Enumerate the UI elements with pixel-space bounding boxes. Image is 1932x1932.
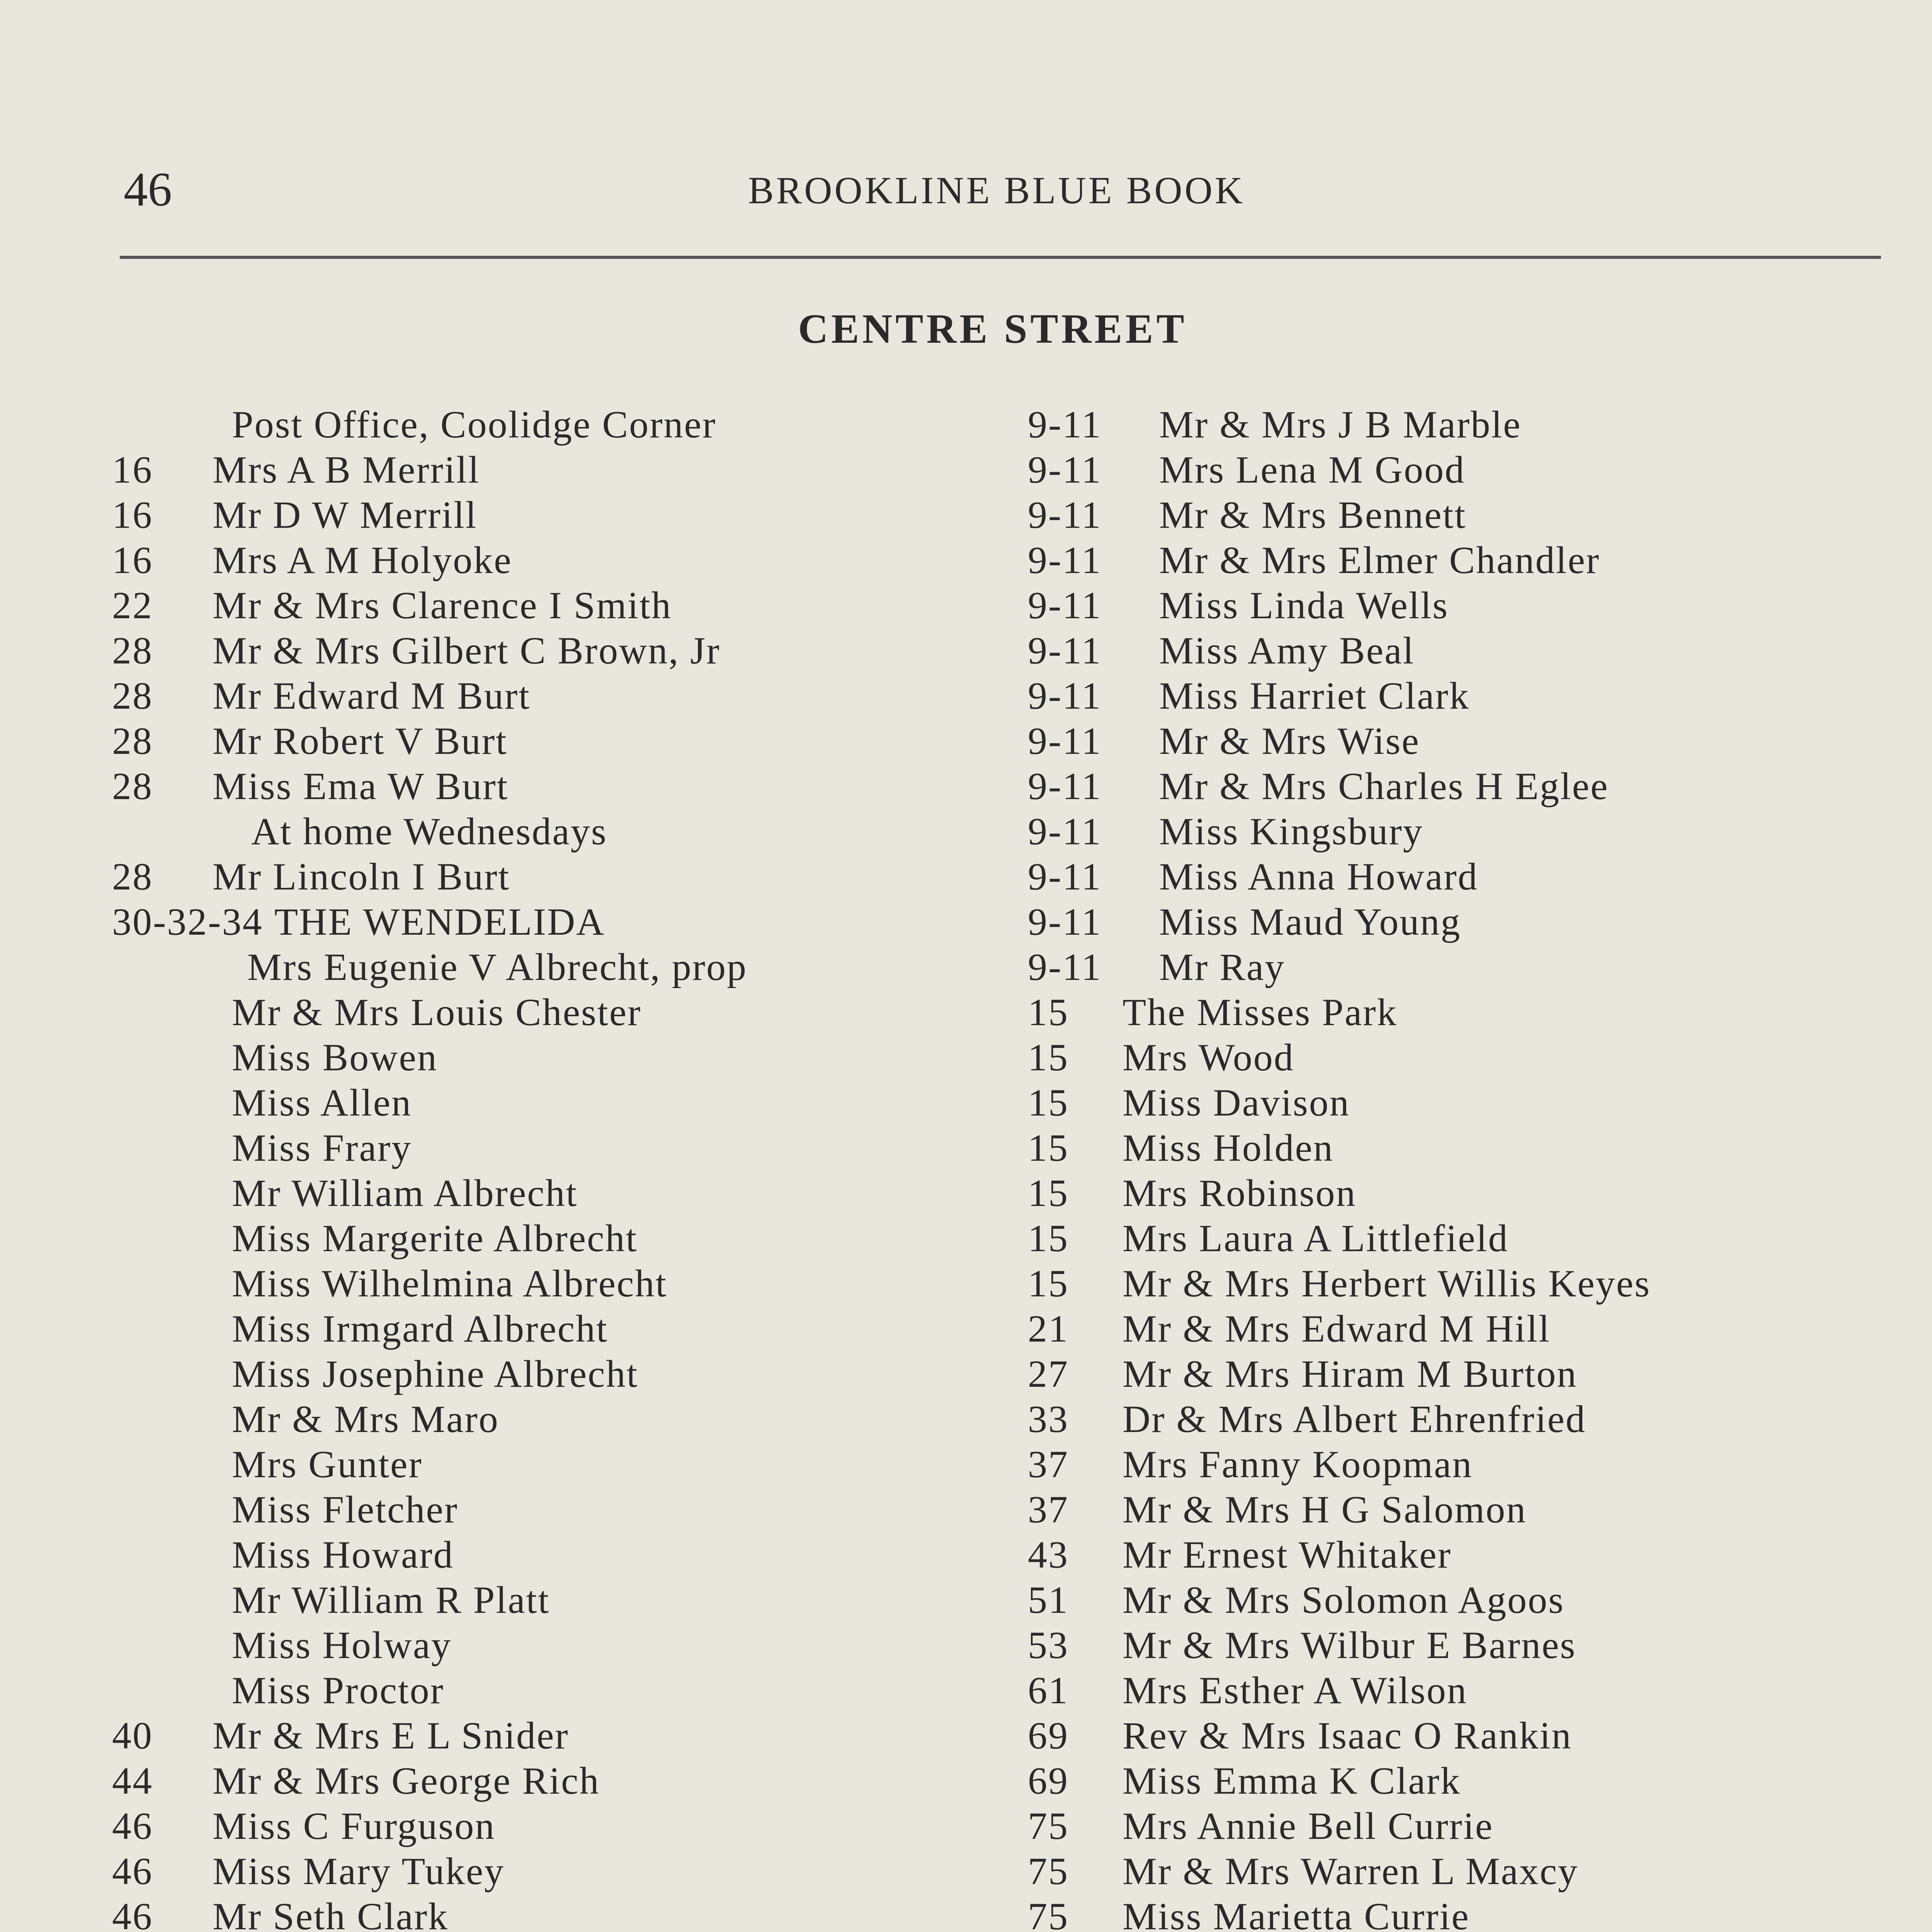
resident-name: Mrs Gunter (232, 1443, 423, 1486)
house-number: 28 (112, 719, 153, 762)
directory-entry (1028, 1261, 1917, 1306)
directory-entry (112, 583, 1001, 628)
resident-name: Mr Ray (1159, 946, 1286, 988)
directory-entry (112, 1849, 1001, 1894)
house-number: 69 (1028, 1759, 1069, 1802)
resident-name: Mrs A M Holyoke (213, 539, 512, 582)
directory-entry (112, 1487, 1001, 1532)
resident-name: Mr Seth Clark (213, 1895, 449, 1932)
directory-entry (1028, 1442, 1917, 1487)
house-number: 37 (1028, 1443, 1069, 1486)
directory-entry (112, 673, 1001, 718)
resident-name: Rev & Mrs Isaac O Rankin (1122, 1714, 1572, 1757)
resident-name: Miss Frary (232, 1126, 412, 1169)
house-number: 28 (112, 629, 153, 672)
directory-entry (1028, 944, 1917, 990)
directory-entry (112, 990, 1001, 1035)
house-number: 9-11 (1028, 900, 1102, 943)
directory-entry (1028, 1487, 1917, 1532)
resident-name: Mr & Mrs Solomon Agoos (1122, 1578, 1565, 1621)
directory-entry (112, 1261, 1001, 1306)
directory-entry (1028, 628, 1917, 673)
resident-name: Mr & Mrs Hiram M Burton (1122, 1352, 1578, 1395)
resident-name: Mr Lincoln I Burt (213, 855, 510, 898)
resident-name: Mr & Mrs Wilbur E Barnes (1122, 1624, 1577, 1667)
resident-name: Miss Ema W Burt (213, 765, 509, 808)
house-number: 15 (1028, 1081, 1069, 1124)
directory-entry (112, 1758, 1001, 1803)
resident-name: Mrs Fanny Koopman (1122, 1443, 1473, 1486)
resident-name: Miss Fletcher (232, 1488, 459, 1531)
directory-entry (1028, 1170, 1917, 1216)
directory-entry (1028, 1849, 1917, 1894)
house-number: 9-11 (1028, 539, 1102, 582)
house-number: 44 (112, 1759, 153, 1802)
directory-entry (1028, 1351, 1917, 1396)
house-number: 75 (1028, 1850, 1069, 1893)
resident-name: Mr & Mrs Herbert Willis Keyes (1122, 1262, 1651, 1305)
house-number: 61 (1028, 1669, 1069, 1712)
right-column (1028, 402, 1917, 1932)
house-number: 9-11 (1028, 493, 1102, 536)
directory-entry (1028, 537, 1917, 583)
directory-entry (1028, 673, 1917, 718)
resident-name: Miss Harriet Clark (1159, 674, 1470, 717)
resident-name: Miss Maud Young (1159, 900, 1461, 943)
resident-name: Mr & Mrs Maro (232, 1398, 499, 1440)
house-number: 9-11 (1028, 584, 1102, 627)
resident-name: Miss Allen (232, 1081, 412, 1124)
resident-name: Mr & Mrs Warren L Maxcy (1122, 1850, 1579, 1893)
resident-name: Mr Robert V Burt (213, 719, 508, 762)
left-column (112, 402, 1001, 1932)
directory-entry (1028, 899, 1917, 944)
resident-name: Mrs Wood (1122, 1036, 1294, 1079)
resident-name: THE WENDELIDA (274, 900, 605, 943)
directory-entry (112, 537, 1001, 583)
resident-name: Mrs Robinson (1122, 1172, 1357, 1214)
resident-name: Mr & Mrs H G Salomon (1122, 1488, 1527, 1531)
directory-entry (112, 1894, 1001, 1932)
resident-name: Mr Ernest Whitaker (1122, 1533, 1452, 1576)
directory-entry (112, 447, 1001, 492)
directory-entry (1028, 1035, 1917, 1080)
house-number: 28 (112, 855, 153, 898)
running-head: BROOKLINE BLUE BOOK (748, 169, 1245, 212)
directory-entry (112, 1306, 1001, 1351)
resident-name: Miss C Furguson (213, 1804, 496, 1847)
directory-entry (1028, 1532, 1917, 1577)
house-number: 15 (1028, 1172, 1069, 1214)
directory-entry (112, 1442, 1001, 1487)
resident-name: Miss Holway (232, 1624, 452, 1667)
directory-entry (1028, 1758, 1917, 1803)
directory-entry (1028, 990, 1917, 1035)
resident-name: Mrs Eugenie V Albrecht, prop (247, 946, 748, 988)
house-number: 15 (1028, 1217, 1069, 1260)
resident-name: Miss Amy Beal (1159, 629, 1415, 672)
directory-entry (112, 1216, 1001, 1261)
directory-entry (1028, 854, 1917, 899)
resident-name: Mr & Mrs J B Marble (1159, 403, 1522, 446)
directory-entry (112, 1622, 1001, 1668)
resident-name: Miss Emma K Clark (1122, 1759, 1461, 1802)
house-number: 9-11 (1028, 674, 1102, 717)
house-number: 40 (112, 1714, 153, 1757)
directory-entry (1028, 1894, 1917, 1932)
house-number: 46 (112, 1895, 153, 1932)
house-number: 30-32-34 (112, 900, 263, 943)
resident-name: Miss Howard (232, 1533, 454, 1576)
directory-entry (112, 1351, 1001, 1396)
resident-name: Mrs Lena M Good (1159, 448, 1466, 491)
resident-name: Mr D W Merrill (213, 493, 478, 536)
resident-name: Mrs Laura A Littlefield (1122, 1217, 1509, 1260)
directory-entry (112, 1396, 1001, 1442)
directory-entry (1028, 492, 1917, 537)
resident-name: Mrs Annie Bell Currie (1122, 1804, 1494, 1847)
resident-name: Miss Margerite Albrecht (232, 1217, 638, 1260)
directory-entry (112, 1577, 1001, 1622)
resident-name: Mr & Mrs George Rich (213, 1759, 600, 1802)
directory-entry (112, 628, 1001, 673)
directory-entry (1028, 1577, 1917, 1622)
directory-entry (112, 1125, 1001, 1170)
directory-entry (1028, 1396, 1917, 1442)
house-number: 43 (1028, 1533, 1069, 1576)
directory-entry (112, 899, 1001, 944)
house-number: 75 (1028, 1804, 1069, 1847)
resident-name: At home Wednesdays (251, 810, 607, 853)
house-number: 46 (112, 1850, 153, 1893)
resident-name: The Misses Park (1122, 991, 1398, 1034)
house-number: 16 (112, 493, 153, 536)
house-number: 9-11 (1028, 765, 1102, 808)
directory-entry (1028, 1668, 1917, 1713)
directory-entry (1028, 764, 1917, 809)
resident-name: Mr & Mrs Edward M Hill (1122, 1307, 1551, 1350)
resident-name: Miss Wilhelmina Albrecht (232, 1262, 668, 1305)
directory-entry (1028, 1306, 1917, 1351)
house-number: 16 (112, 539, 153, 582)
directory-entry (112, 1080, 1001, 1125)
directory-entry (112, 1668, 1001, 1713)
directory-entry (112, 944, 1001, 990)
directory-entry (112, 1170, 1001, 1216)
house-number: 28 (112, 674, 153, 717)
resident-name: Mrs A B Merrill (213, 448, 480, 491)
house-number: 9-11 (1028, 810, 1102, 853)
resident-name: Dr & Mrs Albert Ehrenfried (1122, 1398, 1586, 1440)
house-number: 15 (1028, 1126, 1069, 1169)
directory-entry (112, 492, 1001, 537)
directory-entry (1028, 1622, 1917, 1668)
directory-entry (112, 1035, 1001, 1080)
house-number: 53 (1028, 1624, 1069, 1667)
directory-entry (1028, 447, 1917, 492)
resident-name: Miss Kingsbury (1159, 810, 1423, 853)
house-number: 69 (1028, 1714, 1069, 1757)
directory-entry (1028, 1125, 1917, 1170)
house-number: 9-11 (1028, 448, 1102, 491)
directory-entry (112, 402, 1001, 447)
resident-name: Miss Proctor (232, 1669, 444, 1712)
resident-name: Miss Holden (1122, 1126, 1334, 1169)
directory-entry (112, 809, 1001, 854)
house-number: 16 (112, 448, 153, 491)
house-number: 33 (1028, 1398, 1069, 1440)
directory-entry (112, 854, 1001, 899)
directory-entry (1028, 718, 1917, 764)
page-number: 46 (124, 163, 172, 216)
house-number: 9-11 (1028, 946, 1102, 988)
resident-name: Miss Mary Tukey (213, 1850, 505, 1893)
house-number: 28 (112, 765, 153, 808)
directory-entry (1028, 1803, 1917, 1849)
directory-entry (112, 1532, 1001, 1577)
resident-name: Mr & Mrs Wise (1159, 719, 1420, 762)
resident-name: Mr & Mrs E L Snider (213, 1714, 569, 1757)
house-number: 9-11 (1028, 719, 1102, 762)
resident-name: Mr William R Platt (232, 1578, 550, 1621)
resident-name: Miss Irmgard Albrecht (232, 1307, 608, 1350)
section-title: CENTRE STREET (798, 306, 1187, 352)
house-number: 51 (1028, 1578, 1069, 1621)
house-number: 37 (1028, 1488, 1069, 1531)
resident-name: Mr Edward M Burt (213, 674, 531, 717)
directory-entry (1028, 402, 1917, 447)
house-number: 22 (112, 584, 153, 627)
house-number: 75 (1028, 1895, 1069, 1932)
resident-name: Miss Marietta Currie (1122, 1895, 1470, 1932)
resident-name: Mr & Mrs Clarence I Smith (213, 584, 672, 627)
house-number: 27 (1028, 1352, 1069, 1395)
resident-name: Mr William Albrecht (232, 1172, 578, 1214)
resident-name: Miss Bowen (232, 1036, 438, 1079)
house-number: 15 (1028, 1036, 1069, 1079)
directory-entry (1028, 809, 1917, 854)
house-number: 9-11 (1028, 855, 1102, 898)
directory-entry (1028, 1080, 1917, 1125)
page-header (124, 162, 1869, 224)
resident-name: Mrs Esther A Wilson (1122, 1669, 1468, 1712)
resident-name: Mr & Mrs Louis Chester (232, 991, 642, 1034)
header-rule (120, 256, 1881, 259)
resident-name: Miss Anna Howard (1159, 855, 1478, 898)
house-number: 46 (112, 1804, 153, 1847)
resident-name: Miss Linda Wells (1159, 584, 1449, 627)
directory-entry (112, 1713, 1001, 1758)
resident-name: Mr & Mrs Gilbert C Brown, Jr (213, 629, 721, 672)
directory-entry (1028, 583, 1917, 628)
directory-entry (112, 764, 1001, 809)
house-number: 21 (1028, 1307, 1069, 1350)
directory-entry (112, 718, 1001, 764)
house-number: 9-11 (1028, 629, 1102, 672)
house-number: 15 (1028, 991, 1069, 1034)
resident-name: Mr & Mrs Bennett (1159, 493, 1467, 536)
directory-entry (112, 1803, 1001, 1849)
resident-name: Mr & Mrs Charles H Eglee (1159, 765, 1609, 808)
house-number: 9-11 (1028, 403, 1102, 446)
resident-name: Miss Davison (1122, 1081, 1350, 1124)
house-number: 15 (1028, 1262, 1069, 1305)
directory-entry (1028, 1713, 1917, 1758)
resident-name: Mr & Mrs Elmer Chandler (1159, 539, 1600, 582)
resident-name: Miss Josephine Albrecht (232, 1352, 639, 1395)
resident-name: Post Office, Coolidge Corner (232, 403, 717, 446)
directory-entry (1028, 1216, 1917, 1261)
